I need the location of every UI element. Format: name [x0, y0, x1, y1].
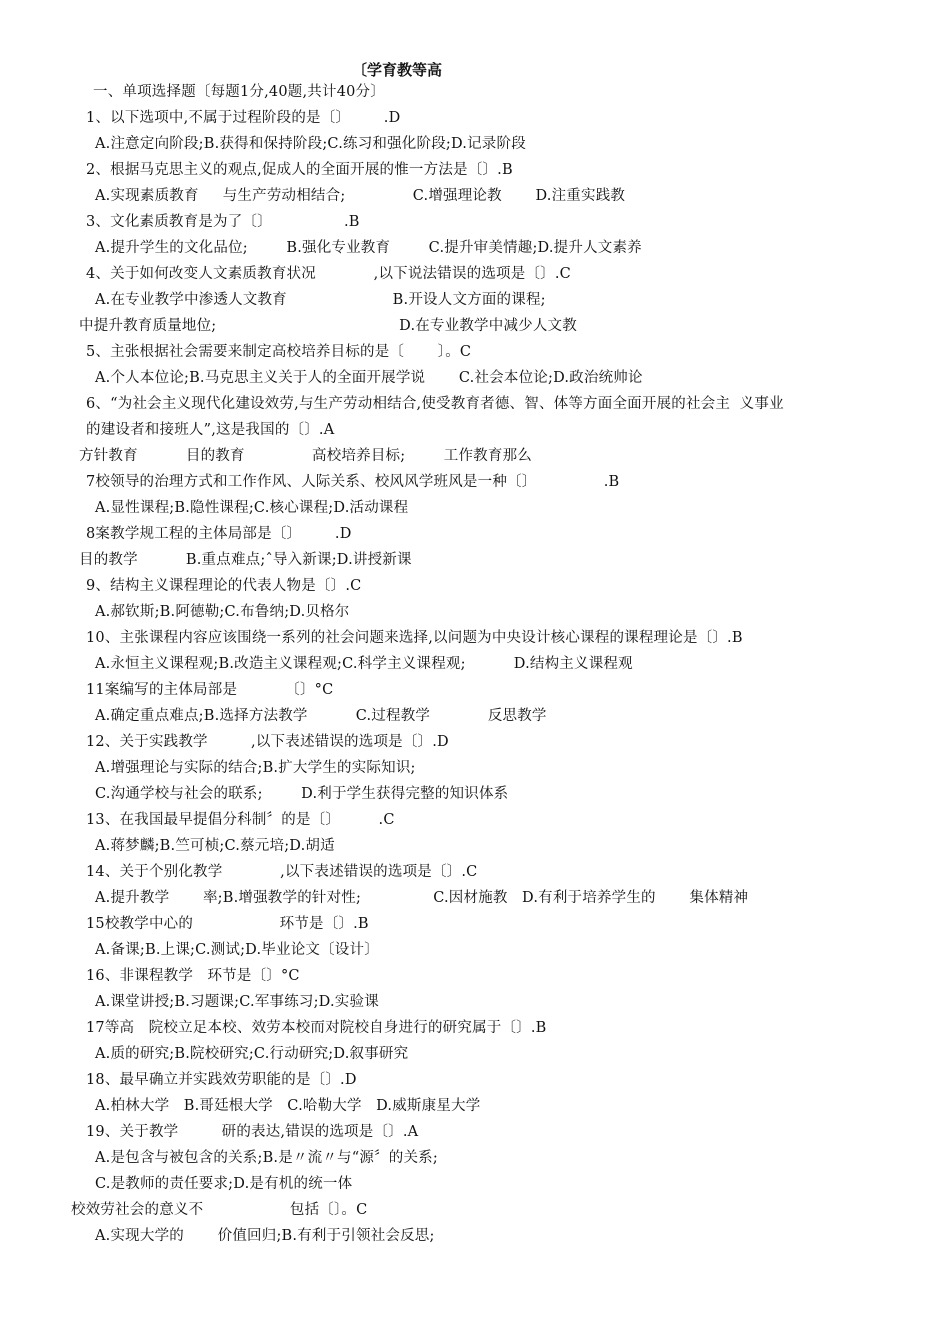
text-line: 方针教育 目的教育 高校培养目标; 工作教育那么: [79, 448, 532, 464]
question-line: 4、关于如何改变人文素质教育状况 ,以下说法错误的选项是〔〕.C: [86, 266, 571, 282]
question-line: 2、根据马克思主义的观点,促成人的全面开展的惟一方法是〔〕.B: [86, 162, 513, 178]
option-line: A.在专业教学中渗透人文教育 B.开设人文方面的课程;: [95, 292, 546, 308]
option-line: A.实现大学的 价值回归;B.有利于引领社会反思;: [95, 1228, 435, 1244]
question-line: 16、非课程教学 环节是〔〕°C: [86, 968, 300, 984]
question-line: 8案教学规工程的主体局部是〔〕 .D: [86, 526, 352, 542]
option-line: A.提升学生的文化品位; B.强化专业教育 C.提升审美情趣;D.提升人文素养: [95, 240, 642, 256]
question-line: 17等高 院校立足本校、效劳本校而对院校自身进行的研究属于〔〕.B: [86, 1020, 547, 1036]
option-line: C.沟通学校与社会的联系; D.利于学生获得完整的知识体系: [95, 786, 509, 802]
question-line: 12、关于实践教学 ,以下表述错误的选项是〔〕.D: [86, 734, 449, 750]
question-line: 3、文化素质教育是为了〔〕 .B: [86, 214, 360, 230]
option-line: A.郝钦斯;B.阿德勒;C.布鲁纳;D.贝格尔: [95, 604, 350, 620]
option-line: A.个人本位论;B.马克思主义关于人的全面开展学说 C.社会本位论;D.政治统帅论: [95, 370, 643, 386]
document-body: [0, 79, 950, 1249]
option-line: A.柏林大学 B.哥廷根大学 C.哈勒大学 D.威斯康星大学: [95, 1098, 481, 1114]
question-line: 的建设者和接班人”,这是我国的〔〕.A: [86, 422, 335, 438]
option-line: A.注意定向阶段;B.获得和保持阶段;C.练习和强化阶段;D.记录阶段: [95, 136, 526, 152]
text-line: 中提升教育质量地位; D.在专业教学中减少人文教: [79, 318, 577, 334]
option-line: A.永恒主义课程观;B.改造主义课程观;C.科学主义课程观; D.结构主义课程观: [95, 656, 633, 672]
option-line: A.蒋梦麟;B.竺可桢;C.蔡元培;D.胡适: [95, 838, 335, 854]
option-line: A.显性课程;B.隐性课程;C.核心课程;D.活动课程: [95, 500, 409, 516]
question-line: 19、关于教学 研的表达,错误的选项是〔〕.A: [86, 1124, 419, 1140]
question-line: 9、结构主义课程理论的代表人物是〔〕.C: [86, 578, 362, 594]
option-line: A.增强理论与实际的结合;B.扩大学生的实际知识;: [95, 760, 416, 776]
document-title: 〔学育教等高: [352, 61, 443, 79]
option-line: A.是包含与被包含的关系;B.是〃流〃与“源〞的关系;: [95, 1150, 438, 1166]
question-line: 10、主张课程内容应该围绕一系列的社会问题来选择,以问题为中央设计核心课程的课程理论是〔〕.B: [86, 630, 743, 646]
question-line: 14、关于个别化教学 ,以下表述错误的选项是〔〕.C: [86, 864, 478, 880]
option-line: A.质的研究;B.院校研究;C.行动研究;D.叙事研究: [95, 1046, 409, 1062]
question-line: 5、主张根据社会需要来制定高校培养目标的是〔 〕。C: [86, 344, 472, 360]
text-line: 目的教学 B.重点难点;ˆ导入新课;D.讲授新课: [79, 552, 412, 568]
option-line: A.确定重点难点;B.选择方法教学 C.过程教学 反思教学: [95, 708, 547, 724]
option-line: A.实现素质教育 与生产劳动相结合; C.增强理论教 D.注重实践教: [95, 188, 626, 204]
question-line: 6、“为社会主义现代化建设效劳,与生产劳动相结合,使受教育者德、智、体等方面全面开展的社会主 义事业: [86, 396, 784, 412]
question-line: 7校领导的治理方式和工作作风、人际关系、校风风学班风是一种〔〕 .B: [86, 474, 620, 490]
question-line: 15校教学中心的 环节是〔〕.B: [86, 916, 369, 932]
option-line: C.是教师的责任要求;D.是有机的统一体: [95, 1176, 353, 1192]
option-line: A.备课;B.上课;C.测试;D.毕业论文〔设计〕: [95, 942, 379, 958]
question-line: 13、在我国最早提倡分科制〞的是〔〕 .C: [86, 812, 395, 828]
option-line: A.课堂讲授;B.习题课;C.军事练习;D.实验课: [95, 994, 379, 1010]
question-line: 1、以下选项中,不属于过程阶段的是〔〕 .D: [86, 110, 401, 126]
text-line: 校效劳社会的意义不 包括〔〕。C: [71, 1202, 368, 1218]
question-line: 11案编写的主体局部是 〔〕°C: [86, 682, 334, 698]
section-heading: 一、单项选择题〔每题1分,40题,共计40分〕: [93, 84, 385, 100]
question-line: 18、最早确立并实践效劳职能的是〔〕.D: [86, 1072, 357, 1088]
option-line: A.提升教学 率;B.增强教学的针对性; C.因材施教 D.有利于培养学生的 集体精神: [95, 890, 749, 906]
